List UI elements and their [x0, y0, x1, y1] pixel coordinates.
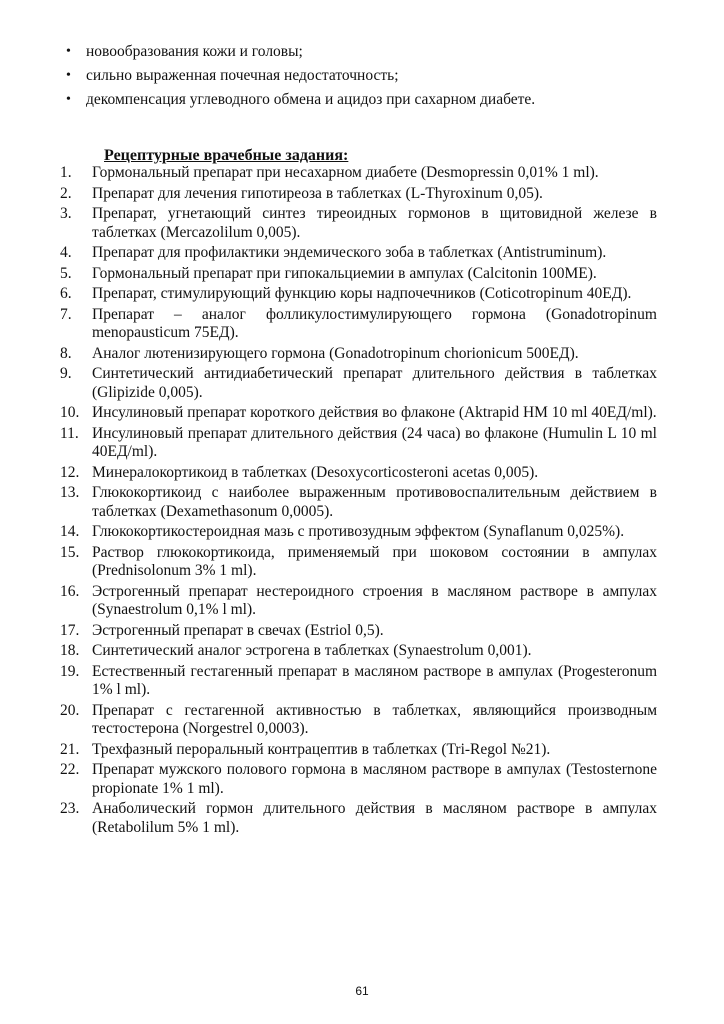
bullet-text: новообразования кожи и головы;: [86, 43, 303, 60]
task-number: 20.: [60, 701, 80, 719]
task-number: 10.: [60, 404, 80, 421]
task-item: [60, 622, 657, 641]
task-text: Препарат – аналог фолликулостимулирующего гормона (Gonadotropinum menopausticum 75ЕД).: [92, 305, 657, 341]
task-text: Синтетический антидиабетический препарат длительного действия в таблетках (Glipizide 0,005).: [92, 365, 657, 401]
task-number: 17.: [60, 621, 80, 639]
task-item: [60, 345, 657, 364]
task-number: 4.: [60, 244, 72, 261]
task-number: 3.: [60, 205, 72, 222]
task-item: [60, 306, 657, 343]
task-number: 21.: [60, 740, 80, 758]
task-number: 22.: [60, 761, 80, 778]
task-text: Эстрогенный препарат в свечах (Estriol 0,5).: [92, 621, 384, 639]
task-text: Гормональный препарат при несахарном диабете (Desmopressin 0,01% 1 ml).: [92, 164, 599, 181]
task-text: Раствор глюкокортикоида, применяемый при шоковом состоянии в ампулах (Prednisolonum 3% 1 ml).: [92, 543, 657, 579]
task-number: 19.: [60, 662, 80, 680]
task-number: 16.: [60, 582, 80, 600]
task-item: [60, 285, 657, 304]
task-text: Естественный гестагенный препарат в масляном растворе в ампулах (Progesteronum 1% l ml).: [92, 662, 657, 698]
task-item: [60, 642, 657, 661]
task-number: 23.: [60, 800, 80, 817]
task-item: [60, 702, 657, 739]
task-item: [60, 544, 657, 581]
task-text: Препарат, угнетающий синтез тиреоидных гормонов в щитовидной железе в таблетках (Mercazolilum 0,005).: [92, 205, 657, 241]
list-item: [66, 88, 666, 112]
task-item: [60, 663, 657, 700]
bullet-text: декомпенсация углеводного обмена и ацидоз при сахарном диабете.: [86, 91, 536, 108]
page-number: 61: [355, 984, 369, 998]
task-text: Эстрогенный препарат нестероидного строения в масляном растворе в ампулах (Synaestrolum 0,1% l ml).: [92, 582, 657, 618]
task-number: 7.: [60, 305, 72, 323]
task-item: [60, 464, 657, 483]
task-text: Препарат мужского полового гормона в масляном растворе в ампулах (Testosternone propionate 1% 1 ml).: [92, 761, 657, 797]
task-item: [60, 404, 657, 423]
task-text: Трехфазный пероральный контрацептив в таблетках (Tri-Regol №21).: [92, 740, 551, 758]
task-item: [60, 265, 657, 284]
task-item: [60, 205, 657, 242]
task-item: [60, 244, 657, 263]
task-text: Аналог лютенизирующего гормона (Gonadotropinum chorionicum 500ЕД).: [92, 344, 579, 362]
task-item: [60, 425, 657, 462]
task-number: 14.: [60, 523, 80, 540]
bullet-icon: •: [66, 92, 71, 107]
task-number: 6.: [60, 285, 72, 302]
task-number: 8.: [60, 344, 72, 362]
task-text: Анаболический гормон длительного действия в масляном растворе в ампулах (Retabolilum 5% 1 ml).: [92, 800, 657, 836]
task-item: [60, 365, 657, 402]
task-text: Препарат для лечения гипотиреоза в таблетках (L-Thyroxinum 0,05).: [92, 184, 543, 202]
task-text: Препарат, стимулирующий функцию коры надпочечников (Coticotropinum 40ЕД).: [92, 285, 632, 302]
task-text: Препарат для профилактики эндемического зоба в таблетках (Antistruminum).: [92, 244, 607, 261]
contraindications-list: [66, 40, 666, 112]
task-text: Инсулиновый препарат короткого действия во флаконе (Aktrapid HM 10 ml 40ЕД/ml).: [92, 404, 657, 421]
bullet-text: сильно выраженная почечная недостаточность;: [86, 67, 399, 84]
task-number: 9.: [60, 365, 72, 382]
task-item: [60, 741, 657, 760]
bullet-icon: •: [66, 44, 71, 59]
task-item: [60, 484, 657, 521]
task-number: 15.: [60, 543, 80, 561]
task-number: 12.: [60, 463, 80, 481]
task-number: 2.: [60, 184, 72, 202]
task-text: Минералокортикоид в таблетках (Desoxycorticosteroni acetas 0,005).: [92, 463, 539, 481]
task-item: [60, 185, 657, 204]
list-item: [66, 64, 666, 88]
task-text: Гормональный препарат при гипокальциемии в ампулах (Calcitonin 100МЕ).: [92, 264, 597, 282]
task-number: 1.: [60, 164, 72, 181]
task-item: [60, 164, 657, 183]
task-text: Синтетический аналог эстрогена в таблетках (Synaestrolum 0,001).: [92, 642, 532, 659]
list-item: [66, 40, 666, 64]
task-item: [60, 583, 657, 620]
task-text: Препарат с гестагенной активностью в таблетках, являющийся производным тестостерона (Norgestrel 0,0003).: [92, 701, 657, 737]
task-item: [60, 523, 657, 542]
task-number: 5.: [60, 264, 72, 282]
task-item: [60, 800, 657, 837]
prescription-tasks-list: [60, 164, 657, 839]
task-item: [60, 761, 657, 798]
section-heading: Рецептурные врачебные задания:: [104, 147, 349, 164]
task-text: Инсулиновый препарат длительного действия (24 часа) во флаконе (Humulin L 10 ml 40ЕД/ml).: [92, 424, 657, 460]
task-text: Глюкокортикостероидная мазь с противозудным эффектом (Synaflanum 0,025%).: [92, 523, 625, 540]
task-number: 11.: [60, 424, 79, 442]
task-number: 18.: [60, 642, 80, 659]
task-text: Глюкокортикоид с наиболее выраженным противовоспалительным действием в таблетках (Dexamethasonum 0,0005).: [92, 484, 657, 520]
task-number: 13.: [60, 484, 80, 501]
bullet-icon: •: [66, 68, 71, 83]
